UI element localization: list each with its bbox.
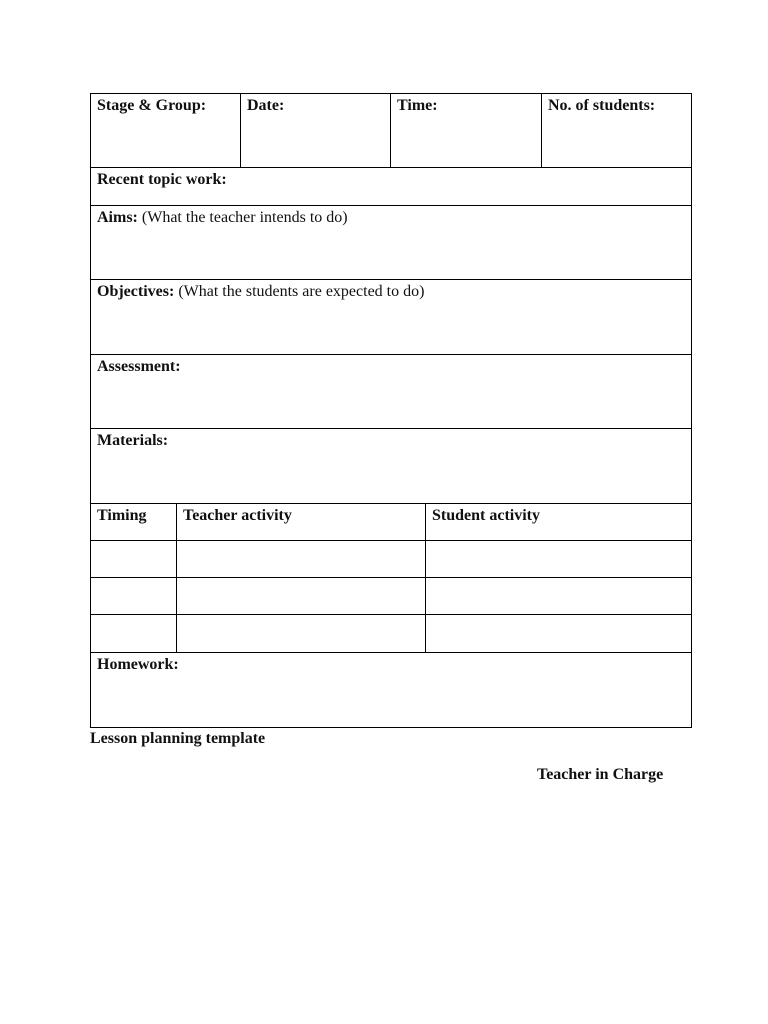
recent-topic-cell[interactable]: Recent topic work: (97, 171, 227, 188)
aims-label: Aims: (97, 209, 138, 226)
timing-header: Timing (97, 507, 147, 524)
timing-cell[interactable] (91, 541, 176, 577)
objectives-label: Objectives: (97, 283, 175, 300)
num-students-cell[interactable]: No. of students: (548, 97, 656, 114)
student-activity-cell[interactable] (426, 541, 691, 577)
date-cell[interactable]: Date: (247, 97, 285, 114)
objectives-note: (What the students are expected to do) (178, 283, 425, 300)
aims-cell[interactable] (91, 206, 691, 279)
teacher-activity-cell[interactable] (177, 541, 425, 577)
teacher-activity-cell[interactable] (177, 615, 425, 652)
timing-cell[interactable] (91, 578, 176, 614)
teacher-activity-header: Teacher activity (183, 507, 292, 524)
materials-cell[interactable]: Materials: (97, 432, 169, 449)
teacher-activity-cell[interactable] (177, 578, 425, 614)
student-activity-cell[interactable] (426, 615, 691, 652)
assessment-cell[interactable]: Assessment: (97, 358, 181, 375)
homework-cell[interactable]: Homework: (97, 656, 179, 673)
timing-cell[interactable] (91, 615, 176, 652)
objectives-cell[interactable] (91, 280, 691, 354)
student-activity-cell[interactable] (426, 578, 691, 614)
table-border-bottom (90, 727, 692, 728)
template-title: Lesson planning template (90, 730, 266, 747)
teacher-in-charge: Teacher in Charge (537, 766, 664, 783)
time-cell[interactable]: Time: (397, 97, 438, 114)
stage-group-cell[interactable]: Stage & Group: (97, 97, 207, 114)
student-activity-header: Student activity (432, 507, 540, 524)
table-border-right (691, 93, 692, 728)
aims-note: (What the teacher intends to do) (141, 209, 348, 226)
